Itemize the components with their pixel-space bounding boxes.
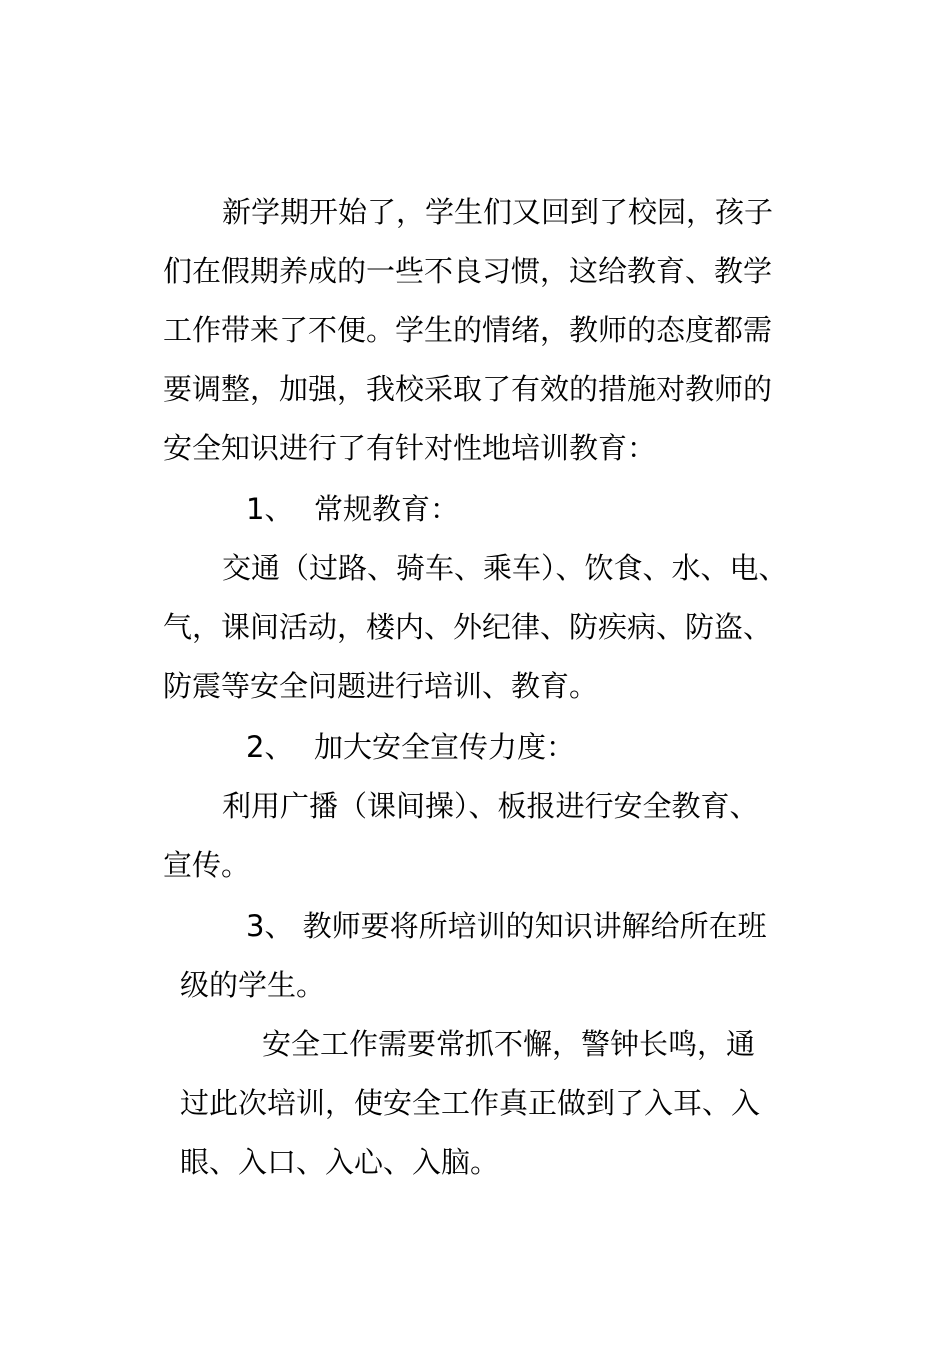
section-title-2: 加大安全宣传力度： <box>314 730 576 764</box>
routine-line-3: 防震等安全问题进行培训、教育。 <box>163 669 599 703</box>
section-heading-2 <box>246 727 575 767</box>
closing-line-1: 安全工作需要常抓不懈，警钟长鸣，通 <box>262 1027 756 1061</box>
intro-line-2: 们在假期养成的一些不良习惯，这给教育、教学 <box>163 254 773 288</box>
intro-line-3: 工作带来了不便。学生的情绪，教师的态度都需 <box>163 313 773 347</box>
publicity-line-1: 利用广播（课间操）、板报进行安全教育、 <box>222 789 759 823</box>
closing-line-3: 眼、入口、入心、入脑。 <box>180 1145 500 1179</box>
publicity-line-2: 宣传。 <box>163 848 251 882</box>
routine-line-2: 气，课间活动，楼内、外纪律、防疾病、防盗、 <box>163 610 773 644</box>
section-number-1: 1、 <box>246 492 294 526</box>
teacher-line-1: 3、 教师要将所培训的知识讲解给所在班 <box>246 909 767 943</box>
intro-line-5: 安全知识进行了有针对性地培训教育： <box>163 431 657 465</box>
section-number-2: 2、 <box>246 730 294 764</box>
teacher-line-2: 级的学生。 <box>180 968 326 1002</box>
section-heading-1 <box>246 489 459 529</box>
intro-line-4: 要调整，加强，我校采取了有效的措施对教师的 <box>163 372 773 406</box>
routine-line-1: 交通（过路、骑车、乘车）、饮食、水、电、 <box>222 551 788 585</box>
closing-line-2: 过此次培训，使安全工作真正做到了入耳、入 <box>180 1086 761 1120</box>
section-title-1: 常规教育： <box>314 492 460 526</box>
intro-line-1: 新学期开始了，学生们又回到了校园，孩子 <box>222 195 774 229</box>
